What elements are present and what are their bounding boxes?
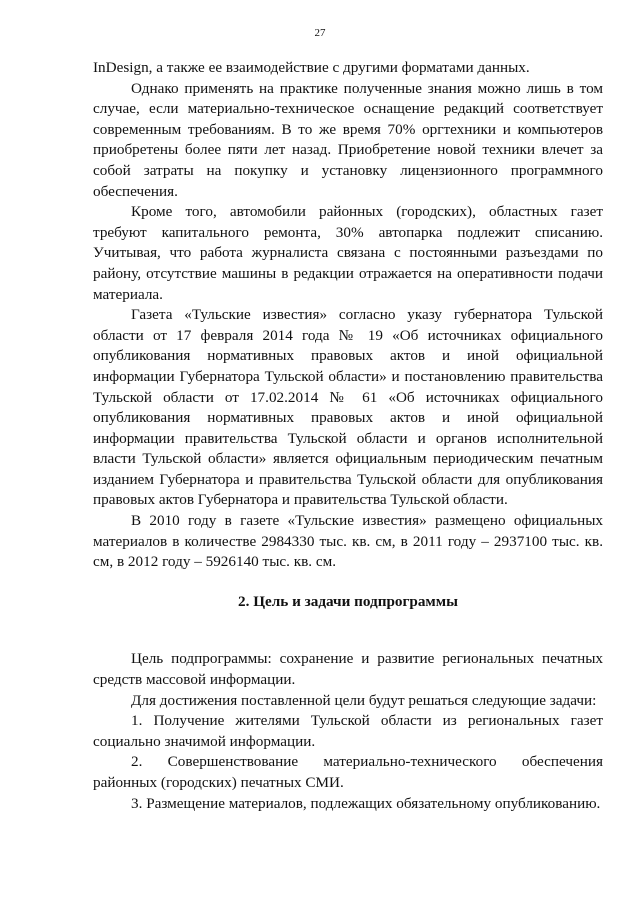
page-number: 27 bbox=[314, 27, 326, 39]
paragraph-tasks-intro: Для достижения поставленной цели будут решаться следующие задачи: bbox=[131, 691, 597, 709]
task-item-1: 1. Получение жителями Тульской области из региональных газет социально значимой информации. bbox=[93, 712, 603, 750]
paragraph-publication-volume: В 2010 году в газете «Тульские известия» размещено официальных материалов в количестве 2984330 тыс. кв. см, в 2011 году – 2937100 тыс. кв. см, в 2012 году – 5926140 тыс. кв. см. bbox=[93, 512, 603, 571]
paragraph-newspaper-status: Газета «Тульские известия» согласно указу губернатора Тульской области от 17 февраля 2014 года № 19 «Об источниках официального опубликования нормативных правовых актов и иной официальной информации Губернатора Тульской области» и постановлению правительства Тульской области от 17.02.2014 № 61 «Об источниках официального опубликования нормативных правовых актов и иной официальной информации правительства Тульской области и органов исполнительной власти Тульской области» является официальным периодическим печатным изданием Губернатора и правительства Тульской области для опубликования правовых актов Губернатора и правительства Тульской области. bbox=[93, 306, 603, 509]
paragraph-continuation: InDesign, а также ее взаимодействие с другими форматами данных. bbox=[93, 59, 530, 76]
paragraph-goal: Цель подпрограммы: сохранение и развитие региональных печатных средств массовой информации. bbox=[93, 650, 603, 689]
paragraph-vehicles: Кроме того, автомобили районных (городских), областных газет требуют капитального ремонта, 30% автопарка подлежит списанию. Учитывая, что работа журналиста связана с постоянными разъездами по району, отсутствие машины в редакции отражается на оперативности подачи материала. bbox=[93, 203, 603, 303]
paragraph-equipment: Однако применять на практике полученные знания можно лишь в том случае, если материально-техническое оснащение редакций соответствует современным требованиям. В то же время 70% оргтехники и компьютеров приобретены более пяти лет назад. Приобретение новой техники влечет за собой затраты на покупку и установку лицензионного программного обеспечения. bbox=[93, 79, 603, 200]
section-heading: 2. Цель и задачи подпрограммы bbox=[238, 592, 458, 610]
document-body bbox=[93, 58, 603, 814]
task-item-3: 3. Размещение материалов, подлежащих обязательному опубликованию. bbox=[131, 794, 601, 812]
task-item-2: 2. Совершенствование материально-технического обеспечения районных (городских) печатных СМИ. bbox=[93, 753, 603, 791]
